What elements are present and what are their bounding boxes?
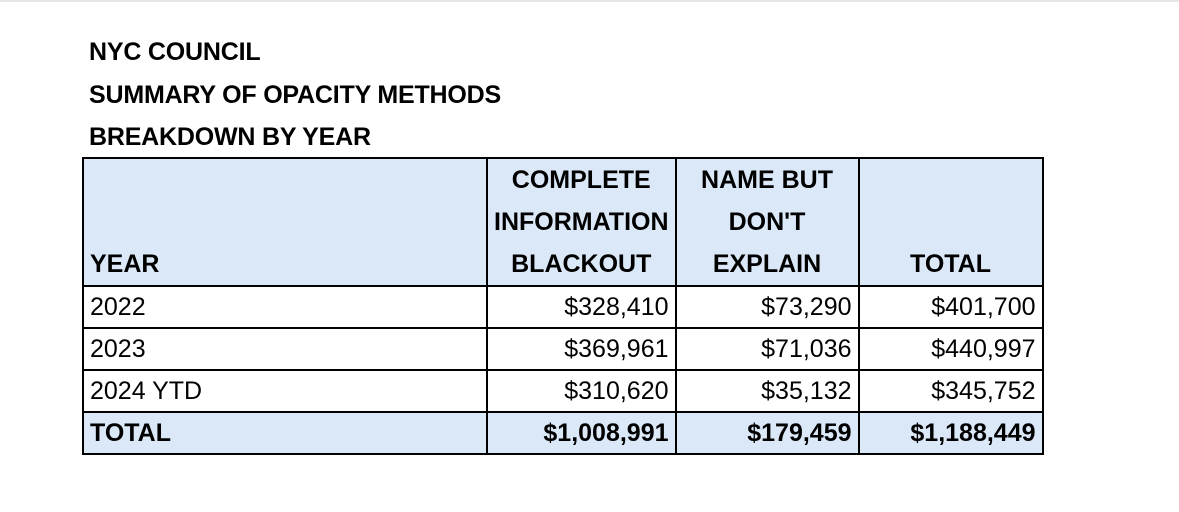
cell-total: $345,752 [859, 370, 1043, 412]
header-name-line3: EXPLAIN [712, 250, 822, 278]
header-complete-blackout-line2: INFORMATION [494, 208, 669, 236]
header-name-line1: NAME BUT [701, 166, 833, 194]
top-divider [0, 0, 1179, 2]
table-row [83, 370, 1043, 412]
header-total: TOTAL [859, 158, 1043, 286]
header-name-but-dont-explain [676, 158, 859, 286]
cell-complete-blackout: $369,961 [487, 328, 676, 370]
opacity-summary-table [82, 157, 1044, 455]
totals-name-but-dont-explain: $179,459 [676, 412, 859, 454]
totals-grand-total: $1,188,449 [859, 412, 1043, 454]
header-row [83, 158, 1043, 286]
totals-row [83, 412, 1043, 454]
cell-total: $401,700 [859, 286, 1043, 328]
totals-label: TOTAL [83, 412, 487, 454]
table-row [83, 286, 1043, 328]
title-organization: NYC COUNCIL [89, 38, 261, 66]
header-complete-blackout-line3: BLACKOUT [511, 250, 652, 278]
cell-name-but-dont-explain: $73,290 [676, 286, 859, 328]
header-year: YEAR [83, 158, 487, 286]
table-row [83, 328, 1043, 370]
cell-name-but-dont-explain: $35,132 [676, 370, 859, 412]
title-breakdown: BREAKDOWN BY YEAR [89, 123, 371, 151]
cell-year: 2024 YTD [83, 370, 487, 412]
cell-name-but-dont-explain: $71,036 [676, 328, 859, 370]
cell-year: 2022 [83, 286, 487, 328]
header-name-line2: DON'T [728, 208, 806, 236]
totals-complete-blackout: $1,008,991 [487, 412, 676, 454]
cell-complete-blackout: $328,410 [487, 286, 676, 328]
header-complete-blackout-line1: COMPLETE [511, 166, 651, 194]
cell-year: 2023 [83, 328, 487, 370]
cell-complete-blackout: $310,620 [487, 370, 676, 412]
cell-total: $440,997 [859, 328, 1043, 370]
title-summary: SUMMARY OF OPACITY METHODS [89, 81, 501, 109]
header-complete-blackout [487, 158, 676, 286]
